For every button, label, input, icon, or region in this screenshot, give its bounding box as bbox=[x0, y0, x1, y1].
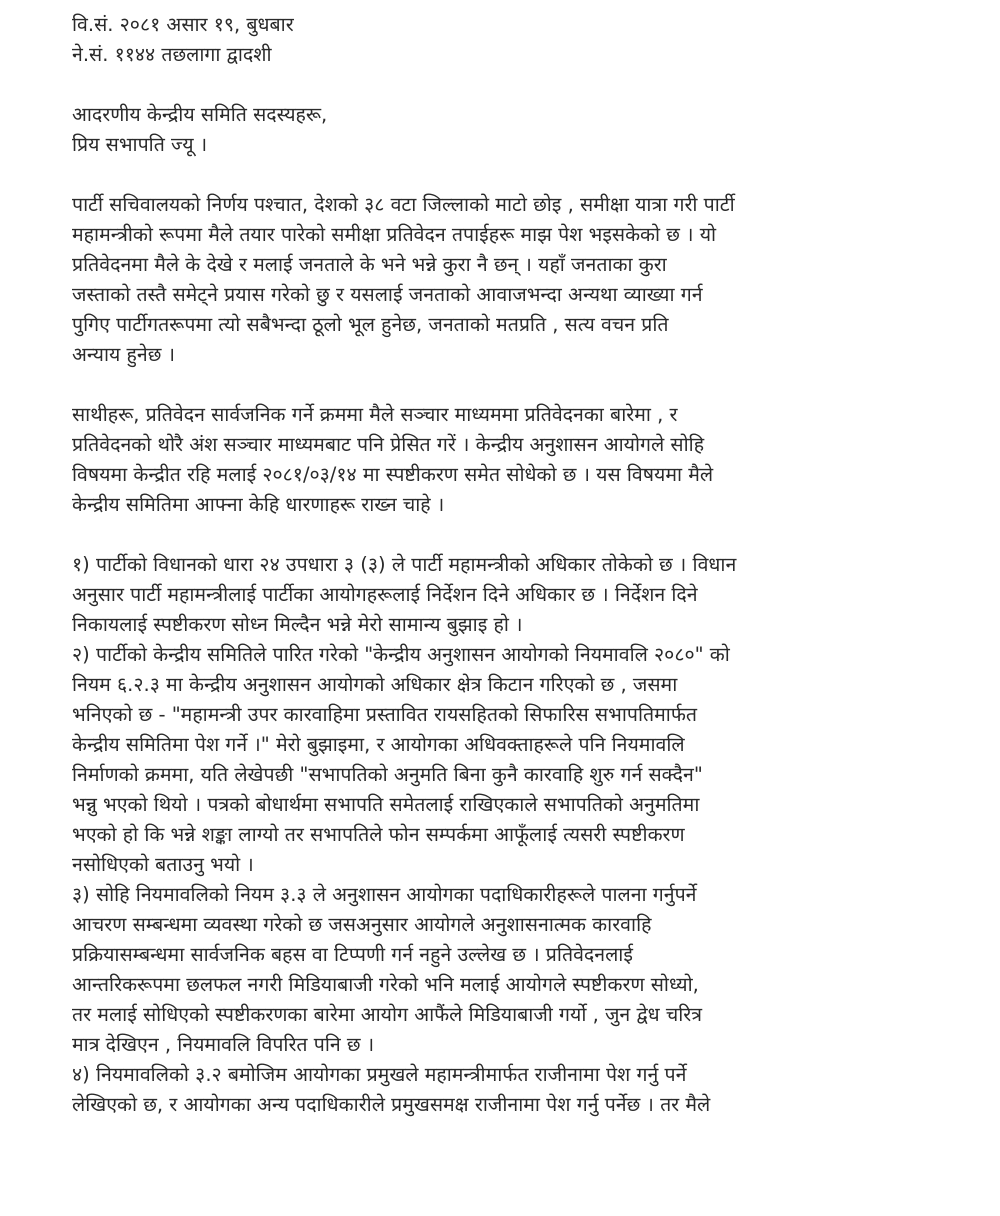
bs-date: वि.सं. २०८१ असार १९, बुधबार bbox=[72, 13, 294, 36]
paragraph-points bbox=[72, 550, 922, 1120]
text-line: लेखिएको छ, र आयोगका अन्य पदाधिकारीले प्रमुखसमक्ष राजीनामा पेश गर्नु पर्नेछ । तर मैले bbox=[72, 1093, 711, 1116]
paragraph-intro bbox=[72, 190, 922, 370]
text-line: भएको हो कि भन्ने शङ्का लाग्यो तर सभापतिले फोन सम्पर्कमा आफूँलाई त्यसरी स्पष्टीकरण bbox=[72, 823, 685, 846]
text-line: पार्टी सचिवालयको निर्णय पश्चात, देशको ३८ वटा जिल्लाको माटो छोइ , समीक्षा यात्रा गरी पार्टी bbox=[72, 193, 735, 216]
date-block bbox=[72, 10, 922, 70]
text-line: प्रतिवेदनको थोरै अंश सञ्चार माध्यमबाट पनि प्रेसित गरें । केन्द्रीय अनुशासन आयोगले सोहि bbox=[72, 433, 705, 456]
spacer bbox=[72, 70, 922, 100]
text-line: नसोधिएको बताउनु भयो । bbox=[72, 853, 254, 876]
text-line: निर्माणको क्रममा, यति लेखेपछी "सभापतिको अनुमति बिना कुनै कारवाहि शुरु गर्न सक्दैन" bbox=[72, 763, 703, 786]
salutation-block bbox=[72, 100, 922, 160]
paragraph-explanation bbox=[72, 400, 922, 520]
text-line: केन्द्रीय समितिमा पेश गर्ने ।" मेरो बुझाइमा, र आयोगका अधिवक्ताहरूले पनि नियमावलि bbox=[72, 733, 685, 756]
letter-body bbox=[72, 10, 922, 1120]
text-line: अनुसार पार्टी महामन्त्रीलाई पार्टीका आयोगहरूलाई निर्देशन दिने अधिकार छ । निर्देशन दिने bbox=[72, 583, 698, 606]
spacer bbox=[72, 520, 922, 550]
text-line: आन्तरिकरूपमा छलफल नगरी मिडियाबाजी गरेको भनि मलाई आयोगले स्पष्टीकरण सोध्यो, bbox=[72, 973, 699, 996]
ns-date: ने.सं. ११४४ तछलागा द्वादशी bbox=[72, 43, 272, 66]
text-line: केन्द्रीय समितिमा आफ्ना केहि धारणाहरू राख्न चाहे । bbox=[72, 493, 445, 516]
text-line: साथीहरू, प्रतिवेदन सार्वजनिक गर्ने क्रममा मैले सञ्चार माध्यममा प्रतिवेदनका बारेमा , र bbox=[72, 403, 678, 426]
spacer bbox=[72, 370, 922, 400]
text-line: प्रक्रियासम्बन्धमा सार्वजनिक बहस वा टिप्पणी गर्न नहुने उल्लेख छ । प्रतिवेदनलाई bbox=[72, 943, 633, 966]
text-line: पुगिए पार्टीगतरूपमा त्यो सबैभन्दा ठूलो भूल हुनेछ, जनताको मतप्रति , सत्य वचन प्रति bbox=[72, 313, 669, 336]
spacer bbox=[72, 160, 922, 190]
salutation-line: प्रिय सभापति ज्यू । bbox=[72, 133, 208, 156]
text-line: अन्याय हुनेछ । bbox=[72, 343, 175, 366]
text-line: आचरण सम्बन्धमा व्यवस्था गरेको छ जसअनुसार आयोगले अनुशासनात्मक कारवाहि bbox=[72, 913, 652, 936]
text-line: जस्ताको तस्तै समेट्ने प्रयास गरेको छु र यसलाई जनताको आवाजभन्दा अन्यथा व्याख्या गर्न bbox=[72, 283, 703, 306]
text-line: नियम ६.२.३ मा केन्द्रीय अनुशासन आयोगको अधिकार क्षेत्र किटान गरिएको छ , जसमा bbox=[72, 673, 678, 696]
text-line: निकायलाई स्पष्टीकरण सोध्न मिल्दैन भन्ने मेरो सामान्य बुझाइ हो । bbox=[72, 613, 523, 636]
text-line: भन्नु भएको थियो । पत्रको बोधार्थमा सभापति समेतलाई राखिएकाले सभापतिको अनुमतिमा bbox=[72, 793, 700, 816]
text-line: मात्र देखिएन , नियमावलि विपरित पनि छ । bbox=[72, 1033, 375, 1056]
text-line: २) पार्टीको केन्द्रीय समितिले पारित गरेको "केन्द्रीय अनुशासन आयोगको नियमावलि २०८०" को bbox=[72, 643, 730, 666]
text-line: १) पार्टीको विधानको धारा २४ उपधारा ३ (३) ले पार्टी महामन्त्रीको अधिकार तोकेको छ । विधान bbox=[72, 553, 737, 576]
text-line: विषयमा केन्द्रीत रहि मलाई २०८१/०३/१४ मा स्पष्टीकरण समेत सोधेको छ । यस विषयमा मैले bbox=[72, 463, 714, 486]
text-line: भनिएको छ - "महामन्त्री उपर कारवाहिमा प्रस्तावित रायसहितको सिफारिस सभापतिमार्फत bbox=[72, 703, 697, 726]
text-line: ४) नियमावलिको ३.२ बमोजिम आयोगका प्रमुखले महामन्त्रीमार्फत राजीनामा पेश गर्नु पर्ने bbox=[72, 1063, 687, 1086]
text-line: ३) सोहि नियमावलिको नियम ३.३ ले अनुशासन आयोगका पदाधिकारीहरूले पालना गर्नुपर्ने bbox=[72, 883, 697, 906]
text-line: महामन्त्रीको रूपमा मैले तयार पारेको समीक्षा प्रतिवेदन तपाईहरू माझ पेश भइसकेको छ । यो bbox=[72, 223, 717, 246]
salutation-line: आदरणीय केन्द्रीय समिति सदस्यहरू, bbox=[72, 103, 328, 126]
text-line: तर मलाई सोधिएको स्पष्टीकरणका बारेमा आयोग आफैंले मिडियाबाजी गर्यो , जुन द्वेध चरित्र bbox=[72, 1003, 703, 1026]
text-line: प्रतिवेदनमा मैले के देखे र मलाई जनताले के भने भन्ने कुरा नै छन् । यहाँ जनताका कुरा bbox=[72, 253, 667, 276]
